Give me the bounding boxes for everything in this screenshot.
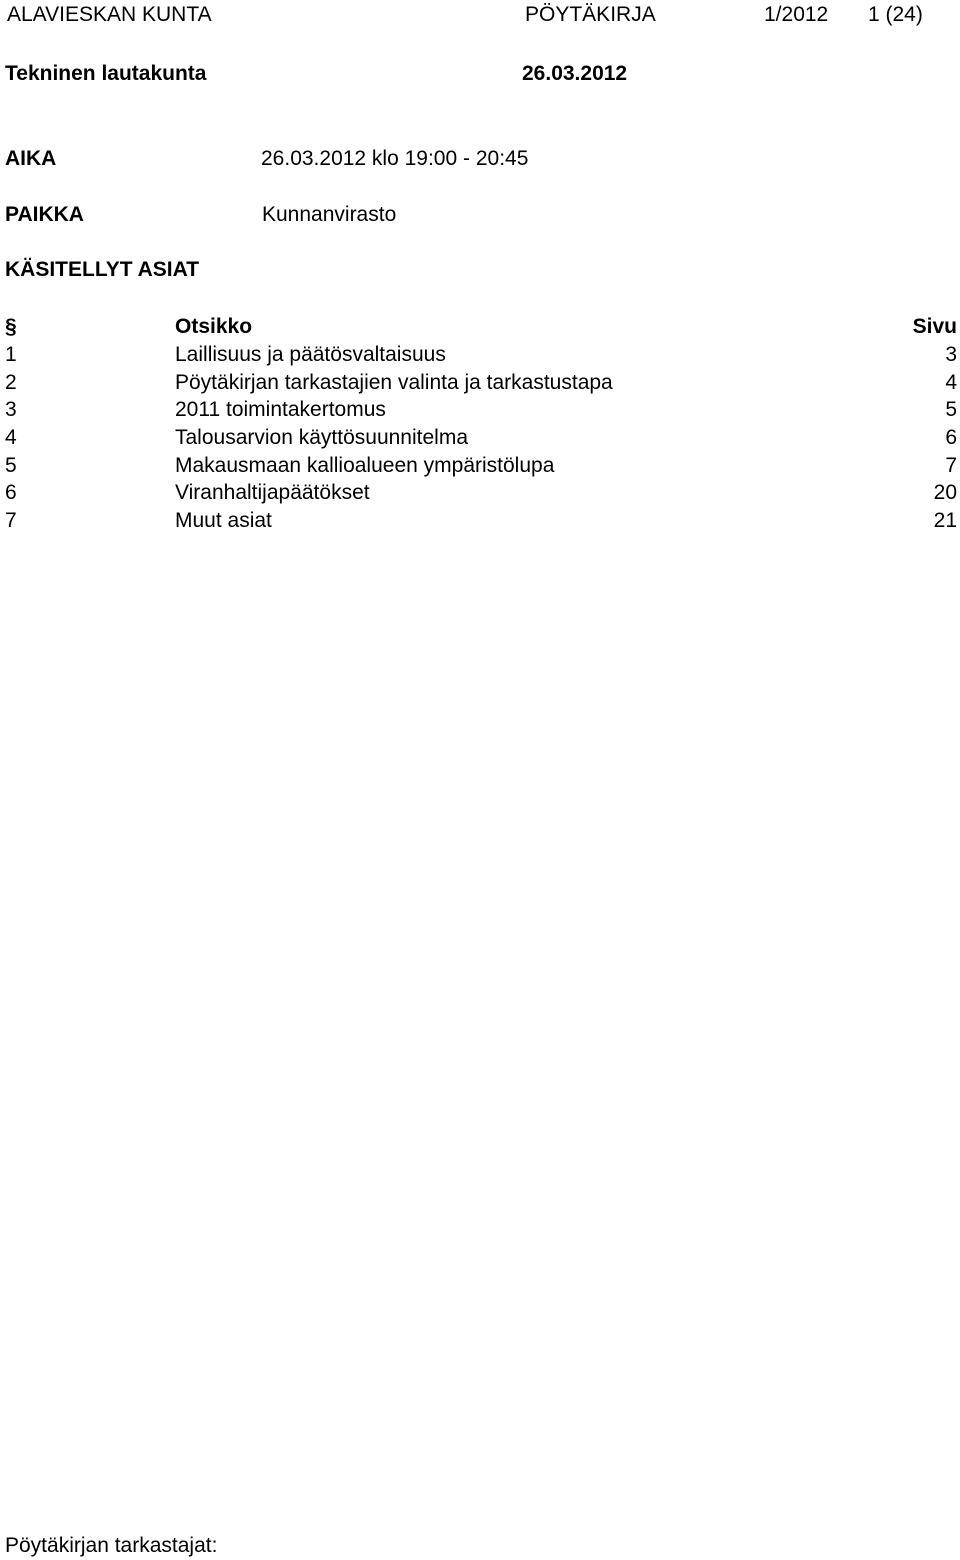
organization-name: ALAVIESKAN KUNTA xyxy=(7,3,212,26)
row-number: 6 xyxy=(5,481,17,504)
row-number: 7 xyxy=(5,509,17,532)
row-number: 5 xyxy=(5,454,17,477)
row-title: Viranhaltijapäätökset xyxy=(175,481,370,504)
time-value: 26.03.2012 klo 19:00 - 20:45 xyxy=(261,147,529,170)
section-symbol-header: § xyxy=(5,315,17,338)
board-name: Tekninen lautakunta xyxy=(5,62,207,85)
row-number: 2 xyxy=(5,371,17,394)
row-title: Muut asiat xyxy=(175,509,272,532)
inspectors-label: Pöytäkirjan tarkastajat: xyxy=(5,1534,218,1557)
document-type: PÖYTÄKIRJA xyxy=(525,3,656,26)
row-page: 20 xyxy=(933,481,957,504)
row-page: 7 xyxy=(945,454,957,477)
row-page: 21 xyxy=(933,509,957,532)
row-title: Makausmaan kallioalueen ympäristölupa xyxy=(175,454,555,477)
row-number: 4 xyxy=(5,426,17,449)
row-title: Pöytäkirjan tarkastajien valinta ja tarkastustapa xyxy=(175,371,613,394)
row-page: 6 xyxy=(945,426,957,449)
row-number: 1 xyxy=(5,343,17,366)
handled-items-heading: KÄSITELLYT ASIAT xyxy=(5,258,200,281)
row-page: 3 xyxy=(945,343,957,366)
row-page: 4 xyxy=(945,371,957,394)
row-title: 2011 toimintakertomus xyxy=(175,398,386,421)
board-date: 26.03.2012 xyxy=(522,62,628,85)
row-title: Talousarvion käyttösuunnitelma xyxy=(175,426,468,449)
document-number: 1/2012 xyxy=(764,3,829,26)
page-column-header: Sivu xyxy=(912,315,957,338)
row-number: 3 xyxy=(5,398,17,421)
row-page: 5 xyxy=(945,398,957,421)
page-info: 1 (24) xyxy=(868,3,923,26)
place-label: PAIKKA xyxy=(5,203,84,226)
place-value: Kunnanvirasto xyxy=(262,203,397,226)
row-title: Laillisuus ja päätösvaltaisuus xyxy=(175,343,446,366)
title-column-header: Otsikko xyxy=(175,315,253,338)
time-label: AIKA xyxy=(5,147,57,170)
